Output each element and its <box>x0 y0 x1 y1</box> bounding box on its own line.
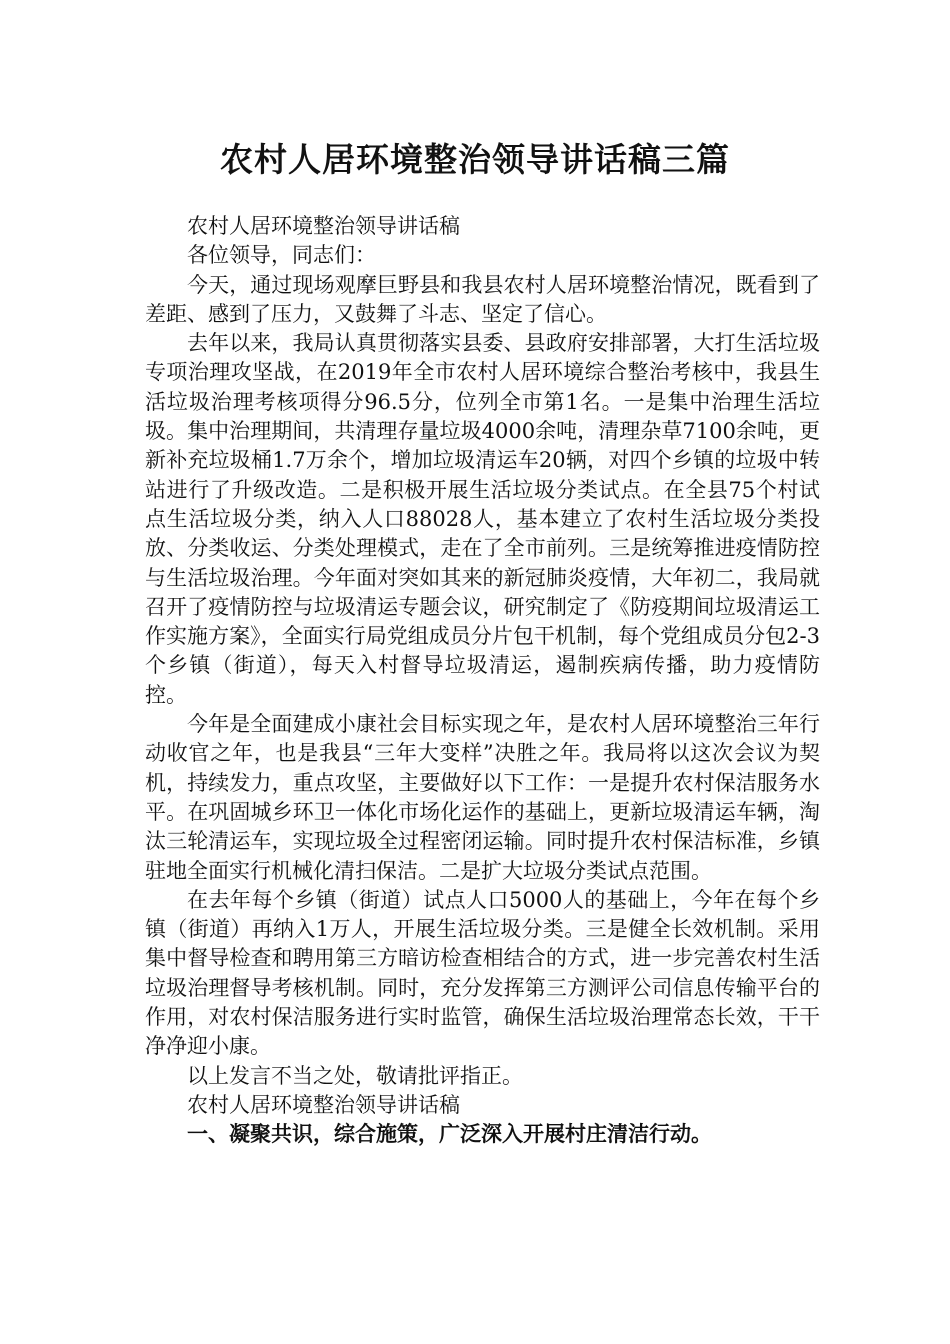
paragraph-plan-continued: 在去年每个乡镇（街道）试点人口5000人的基础上，今年在每个乡镇（街道）再纳入1万人，开展生活垃圾分类。三是健全长效机制。采用集中督导检查和聘用第三方暗访检查相结合的方式，进一步完善农村生活垃圾治理督导考核机制。同时，充分发挥第三方测评公司信息传输平台的作用，对农村保洁服务进行实时监管，确保生活垃圾治理常态长效，干干净净迎小康。 <box>145 887 820 1059</box>
paragraph-review: 去年以来，我局认真贯彻落实县委、县政府安排部署，大打生活垃圾专项治理攻坚战，在2019年全市农村人居环境综合整治考核中，我县生活垃圾治理考核项得分96.5分，位列全市第1名。一是集中治理生活垃圾。集中治理期间，共清理存量垃圾4000余吨，清理杂草7100余吨，更新补充垃圾桶1.7万余个，增加垃圾清运车20辆，对四个乡镇的垃圾中转站进行了升级改造。二是积极开展生活垃圾分类试点。在全县75个村试点生活垃圾分类，纳入人口88028人，基本建立了农村生活垃圾分类投放、分类收运、分类处理模式，走在了全市前列。三是统筹推进疫情防控与生活垃圾治理。今年面对突如其来的新冠肺炎疫情，大年初二，我局就召开了疫情防控与垃圾清运专题会议，研究制定了《防疫期间垃圾清运工作实施方案》，全面实行局党组成员分片包干机制，每个党组成员分包2-3个乡镇（街道），每天入村督导垃圾清运，遏制疾病传播，助力疫情防控。 <box>145 331 820 707</box>
document-body <box>145 212 820 1150</box>
paragraph-subtitle: 农村人居环境整治领导讲话稿 <box>187 214 460 238</box>
document-title: 农村人居环境整治领导讲话稿三篇 <box>220 140 730 179</box>
paragraph-second-subtitle: 农村人居环境整治领导讲话稿 <box>187 1092 460 1117</box>
paragraph-opening: 今天，通过现场观摩巨野县和我县农村人居环境整治情况，既看到了差距、感到了压力，又鼓舞了斗志、坚定了信心。 <box>145 272 820 326</box>
paragraph-section-heading: 一、凝聚共识，综合施策，广泛深入开展村庄清洁行动。 <box>187 1122 712 1147</box>
paragraph-salutation: 各位领导，同志们： <box>187 243 376 268</box>
paragraph-closing: 以上发言不当之处，敬请批评指正。 <box>187 1063 523 1088</box>
paragraph-plan: 今年是全面建成小康社会目标实现之年，是农村人居环境整治三年行动收官之年，也是我县“三年大变样”决胜之年。我局将以这次会议为契机，持续发力，重点攻坚，主要做好以下工作：一是提升农村保洁服务水平。在巩固城乡环卫一体化市场化运作的基础上，更新垃圾清运车辆，淘汰三轮清运车，实现垃圾全过程密闭运输。同时提升农村保洁标准，乡镇驻地全面实行机械化清扫保洁。二是扩大垃圾分类试点范围。 <box>145 712 820 883</box>
